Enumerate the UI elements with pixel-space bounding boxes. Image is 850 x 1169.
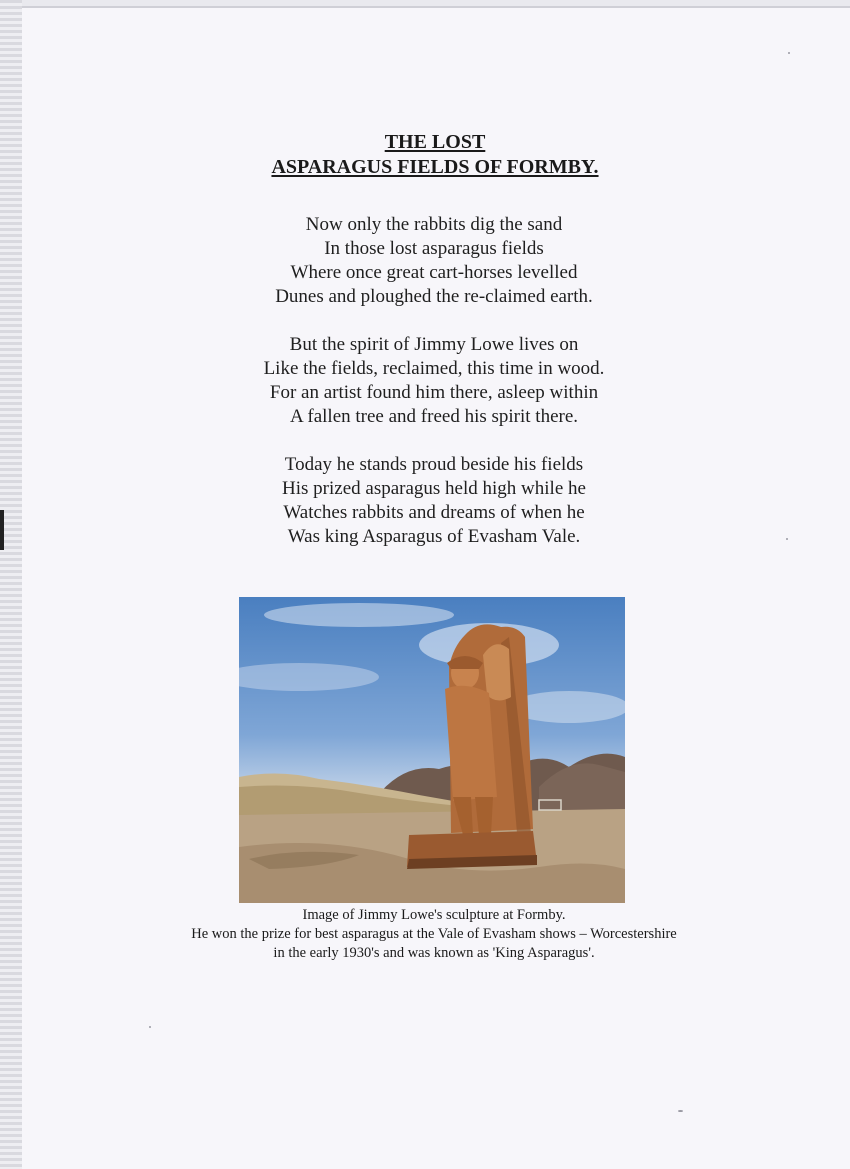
stanza-1 bbox=[0, 213, 850, 309]
poem-line: For an artist found him there, asleep within bbox=[269, 382, 599, 403]
poem-line: Where once great cart-horses levelled bbox=[290, 262, 578, 283]
sculpture-photo bbox=[239, 597, 625, 903]
cloud bbox=[239, 663, 379, 691]
figure-body bbox=[445, 686, 497, 801]
caption-line: He won the prize for best asparagus at the Vale of Evasham shows – Worcestershire bbox=[191, 926, 677, 942]
photo-caption bbox=[0, 906, 850, 963]
poem-line: Like the fields, reclaimed, this time in wood. bbox=[263, 358, 605, 379]
poem-line: Was king Asparagus of Evasham Vale. bbox=[287, 526, 581, 547]
title-line-1: THE LOST bbox=[384, 131, 486, 153]
poem-line: Dunes and ploughed the re-claimed earth. bbox=[275, 286, 593, 307]
paper-speck bbox=[149, 1026, 151, 1028]
caption-line: Image of Jimmy Lowe's sculpture at Formby. bbox=[302, 907, 566, 923]
poem-line: In those lost asparagus fields bbox=[324, 238, 544, 259]
cloud bbox=[264, 603, 454, 627]
poem-line: A fallen tree and freed his spirit there. bbox=[289, 406, 579, 427]
sculpture-photo-drawing bbox=[239, 597, 625, 903]
asparagus-bundle bbox=[483, 644, 511, 700]
poem-line: But the spirit of Jimmy Lowe lives on bbox=[289, 334, 579, 355]
poem-title bbox=[0, 130, 850, 180]
caption-line: in the early 1930's and was known as 'King Asparagus'. bbox=[273, 945, 595, 961]
poem-line: Watches rabbits and dreams of when he bbox=[283, 502, 585, 523]
paper-speck bbox=[788, 52, 790, 54]
paper-speck bbox=[678, 1110, 683, 1112]
poem-line: His prized asparagus held high while he bbox=[282, 478, 586, 499]
poem-line: Now only the rabbits dig the sand bbox=[305, 214, 563, 235]
title-line-2: ASPARAGUS FIELDS OF FORMBY. bbox=[271, 156, 599, 178]
stanza-3 bbox=[0, 453, 850, 549]
poem-body bbox=[0, 213, 850, 573]
paper-sheet bbox=[22, 8, 850, 1169]
stanza-2 bbox=[0, 333, 850, 429]
poem-line: Today he stands proud beside his fields bbox=[284, 454, 584, 475]
